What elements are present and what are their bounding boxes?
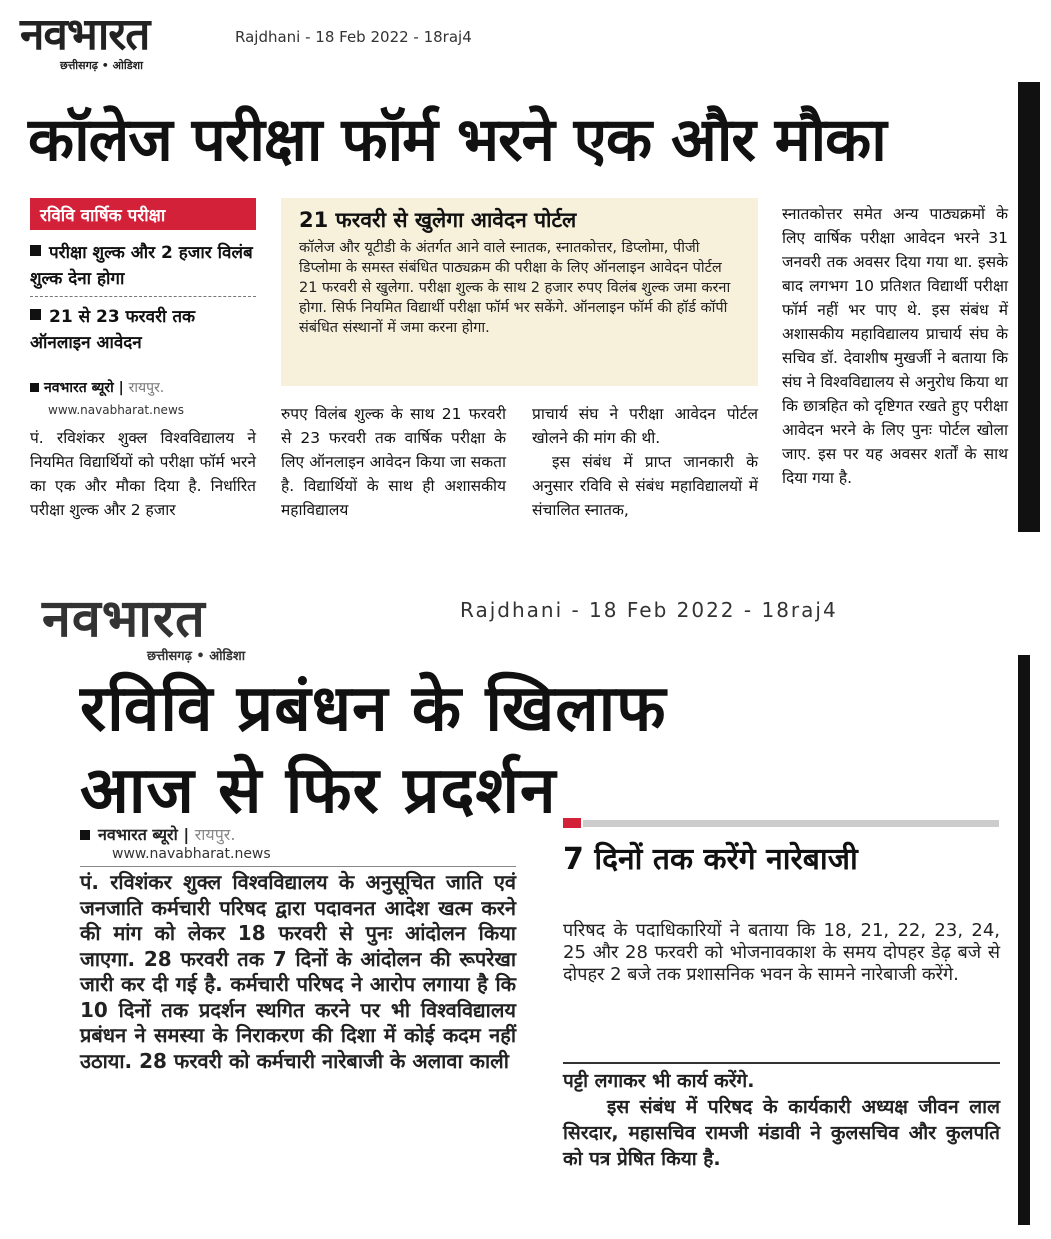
subheading-text: परिषद के पदाधिकारियों ने बताया कि 18, 21, 22, 23, 24, 25 और 28 फरवरी को भोजनावकाश के समय दोपहर डेढ़ बजे से दोपहर 2 बजे तक प्रशासनिक भवन के सामने नारेबाजी करेंगे. bbox=[563, 920, 1000, 985]
info-box-text: कॉलेज और यूटीडी के अंतर्गत आने वाले स्नातक, स्नातकोत्तर, डिप्लोमा, पीजी डिप्लोमा के समस्त संबंधित पाठ्यक्रम की परीक्षा के लिए ऑनलाइन आवेदन पोर्टल 21 फरवरी से खुलेगा. परीक्षा शुल्क के साथ 2 हजार रुपए विलंब शुल्क जमा करना होगा. सिर्फ नियमित विद्यार्थी परीक्षा फॉर्म भर सकेंगे. ऑनलाइन फॉर्म की हॉर्ड कॉपी संबंधित संस्थानों में जमा करना होगा. bbox=[299, 240, 731, 336]
newspaper-logo bbox=[42, 589, 422, 664]
article-column-4: स्नातकोत्तर समेत अन्य पाठ्यक्रमों के लिए वार्षिक परीक्षा आवेदन भरने 31 जनवरी तक अवसर दिया गया था. इसके बाद लगभग 10 प्रतिशत विद्यार्थी परीक्षा फॉर्म नहीं भर पाए थे. इस संबंध में अशासकीय महाविद्यालय प्राचार्य संघ के सचिव डॉ. देवाशीष मुखर्जी ने बताया कि संघ ने विश्वविद्यालय से अनुरोध किया था कि छात्रहित को दृष्टिगत रखते हुए परीक्षा आवेदन भरने के लिए पुनः पोर्टल खोला जाए. इस पर यह अवसर शर्तों के साथ दिया गया है. bbox=[782, 205, 1008, 487]
news-clipping-1 bbox=[0, 0, 1051, 560]
highlight-bullet: 21 से 23 फरवरी तक ऑनलाइन आवेदन bbox=[30, 307, 196, 353]
accent-rule bbox=[583, 820, 999, 827]
divider bbox=[30, 296, 256, 297]
headline: कॉलेज परीक्षा फॉर्म भरने एक और मौका bbox=[28, 105, 886, 175]
divider bbox=[563, 1062, 1000, 1064]
accent-bar bbox=[563, 818, 581, 828]
headline: रविवि प्रबंधन के खिलाफ आज से फिर प्रदर्शन bbox=[80, 672, 667, 828]
logo-subtitle: छत्तीसगढ़ • ओडिशा bbox=[60, 59, 143, 72]
subheading: 7 दिनों तक करेंगे नारेबाजी bbox=[563, 842, 858, 877]
divider bbox=[80, 866, 516, 867]
dateline: Rajdhani - 18 Feb 2022 - 18raj4 bbox=[235, 28, 472, 46]
edge-bar bbox=[1018, 655, 1030, 1225]
highlight-bullet: परीक्षा शुल्क और 2 हजार विलंब शुल्क देना होगा bbox=[30, 243, 253, 289]
bullet-square-icon bbox=[30, 309, 41, 320]
article-column-right: पट्टी लगाकर भी कार्य करेंगे. इस संबंध में परिषद के कार्यकारी अध्यक्ष जीवन लाल सिरदार, महासचिव रामजी मंडावी ने कुलसचिव और कुलपति को पत्र प्रेषित किया है. bbox=[563, 1070, 1000, 1170]
byline: नवभारत ब्यूरो | रायपुर. bbox=[30, 378, 256, 397]
bullet-square-icon bbox=[30, 245, 41, 256]
website-link[interactable]: www.navabharat.news bbox=[48, 403, 185, 417]
bullet-square-icon bbox=[80, 830, 90, 840]
byline: नवभारत ब्यूरो | रायपुर. bbox=[80, 823, 235, 845]
edge-bar bbox=[1018, 82, 1040, 532]
article-column-3: प्राचार्य संघ ने परीक्षा आवेदन पोर्टल खोलने की मांग की थी. इस संबंध में प्राप्त जानकारी के अनुसार रविवि से संबंध महाविद्यालयों में संचालित स्नातक, bbox=[532, 405, 758, 519]
article-column-2: रुपए विलंब शुल्क के साथ 21 फरवरी से 23 फरवरी तक वार्षिक परीक्षा के लिए ऑनलाइन आवेदन किया जा सकता है. विद्यार्थियों के साथ ही अशासकीय महाविद्यालय bbox=[281, 405, 506, 519]
info-box-heading: 21 फरवरी से खुलेगा आवेदन पोर्टल bbox=[299, 208, 577, 232]
newspaper-logo bbox=[20, 9, 220, 82]
section-tag: रविवि वार्षिक परीक्षा bbox=[30, 198, 256, 230]
logo-name: नवभारत bbox=[42, 589, 206, 649]
website-link[interactable]: www.navabharat.news bbox=[112, 846, 271, 862]
article-column-1: पं. रविशंकर शुक्ल विश्वविद्यालय ने नियमित विद्यार्थियों को परीक्षा फॉर्म भरने का एक और मौका दिया है. निर्धारित परीक्षा शुल्क और 2 हजार bbox=[30, 429, 256, 519]
bullet-square-icon bbox=[30, 383, 39, 392]
logo-name: नवभारत bbox=[20, 9, 150, 60]
article-column-left: पं. रविशंकर शुक्ल विश्वविद्यालय के अनुसूचित जाति एवं जनजाति कर्मचारी परिषद द्वारा पदावनत आदेश खत्म करने की मांग को लेकर 18 फरवरी से पुनः आंदोलन किया जाएगा. 28 फरवरी तक 7 दिनों के आंदोलन की रूपरेखा जारी कर दी गई है. कर्मचारी परिषद ने आरोप लगाया है कि 10 दिनों तक प्रदर्शन स्थगित करने पर भी विश्वविद्यालय प्रबंधन ने समस्या के निराकरण की दिशा में कोई कदम नहीं उठाया. 28 फरवरी को कर्मचारी नारेबाजी के अलावा काली bbox=[80, 870, 516, 1073]
dateline: Rajdhani - 18 Feb 2022 - 18raj4 bbox=[460, 598, 838, 622]
logo-subtitle: छत्तीसगढ़ • ओडिशा bbox=[147, 649, 246, 664]
info-box bbox=[281, 198, 758, 386]
